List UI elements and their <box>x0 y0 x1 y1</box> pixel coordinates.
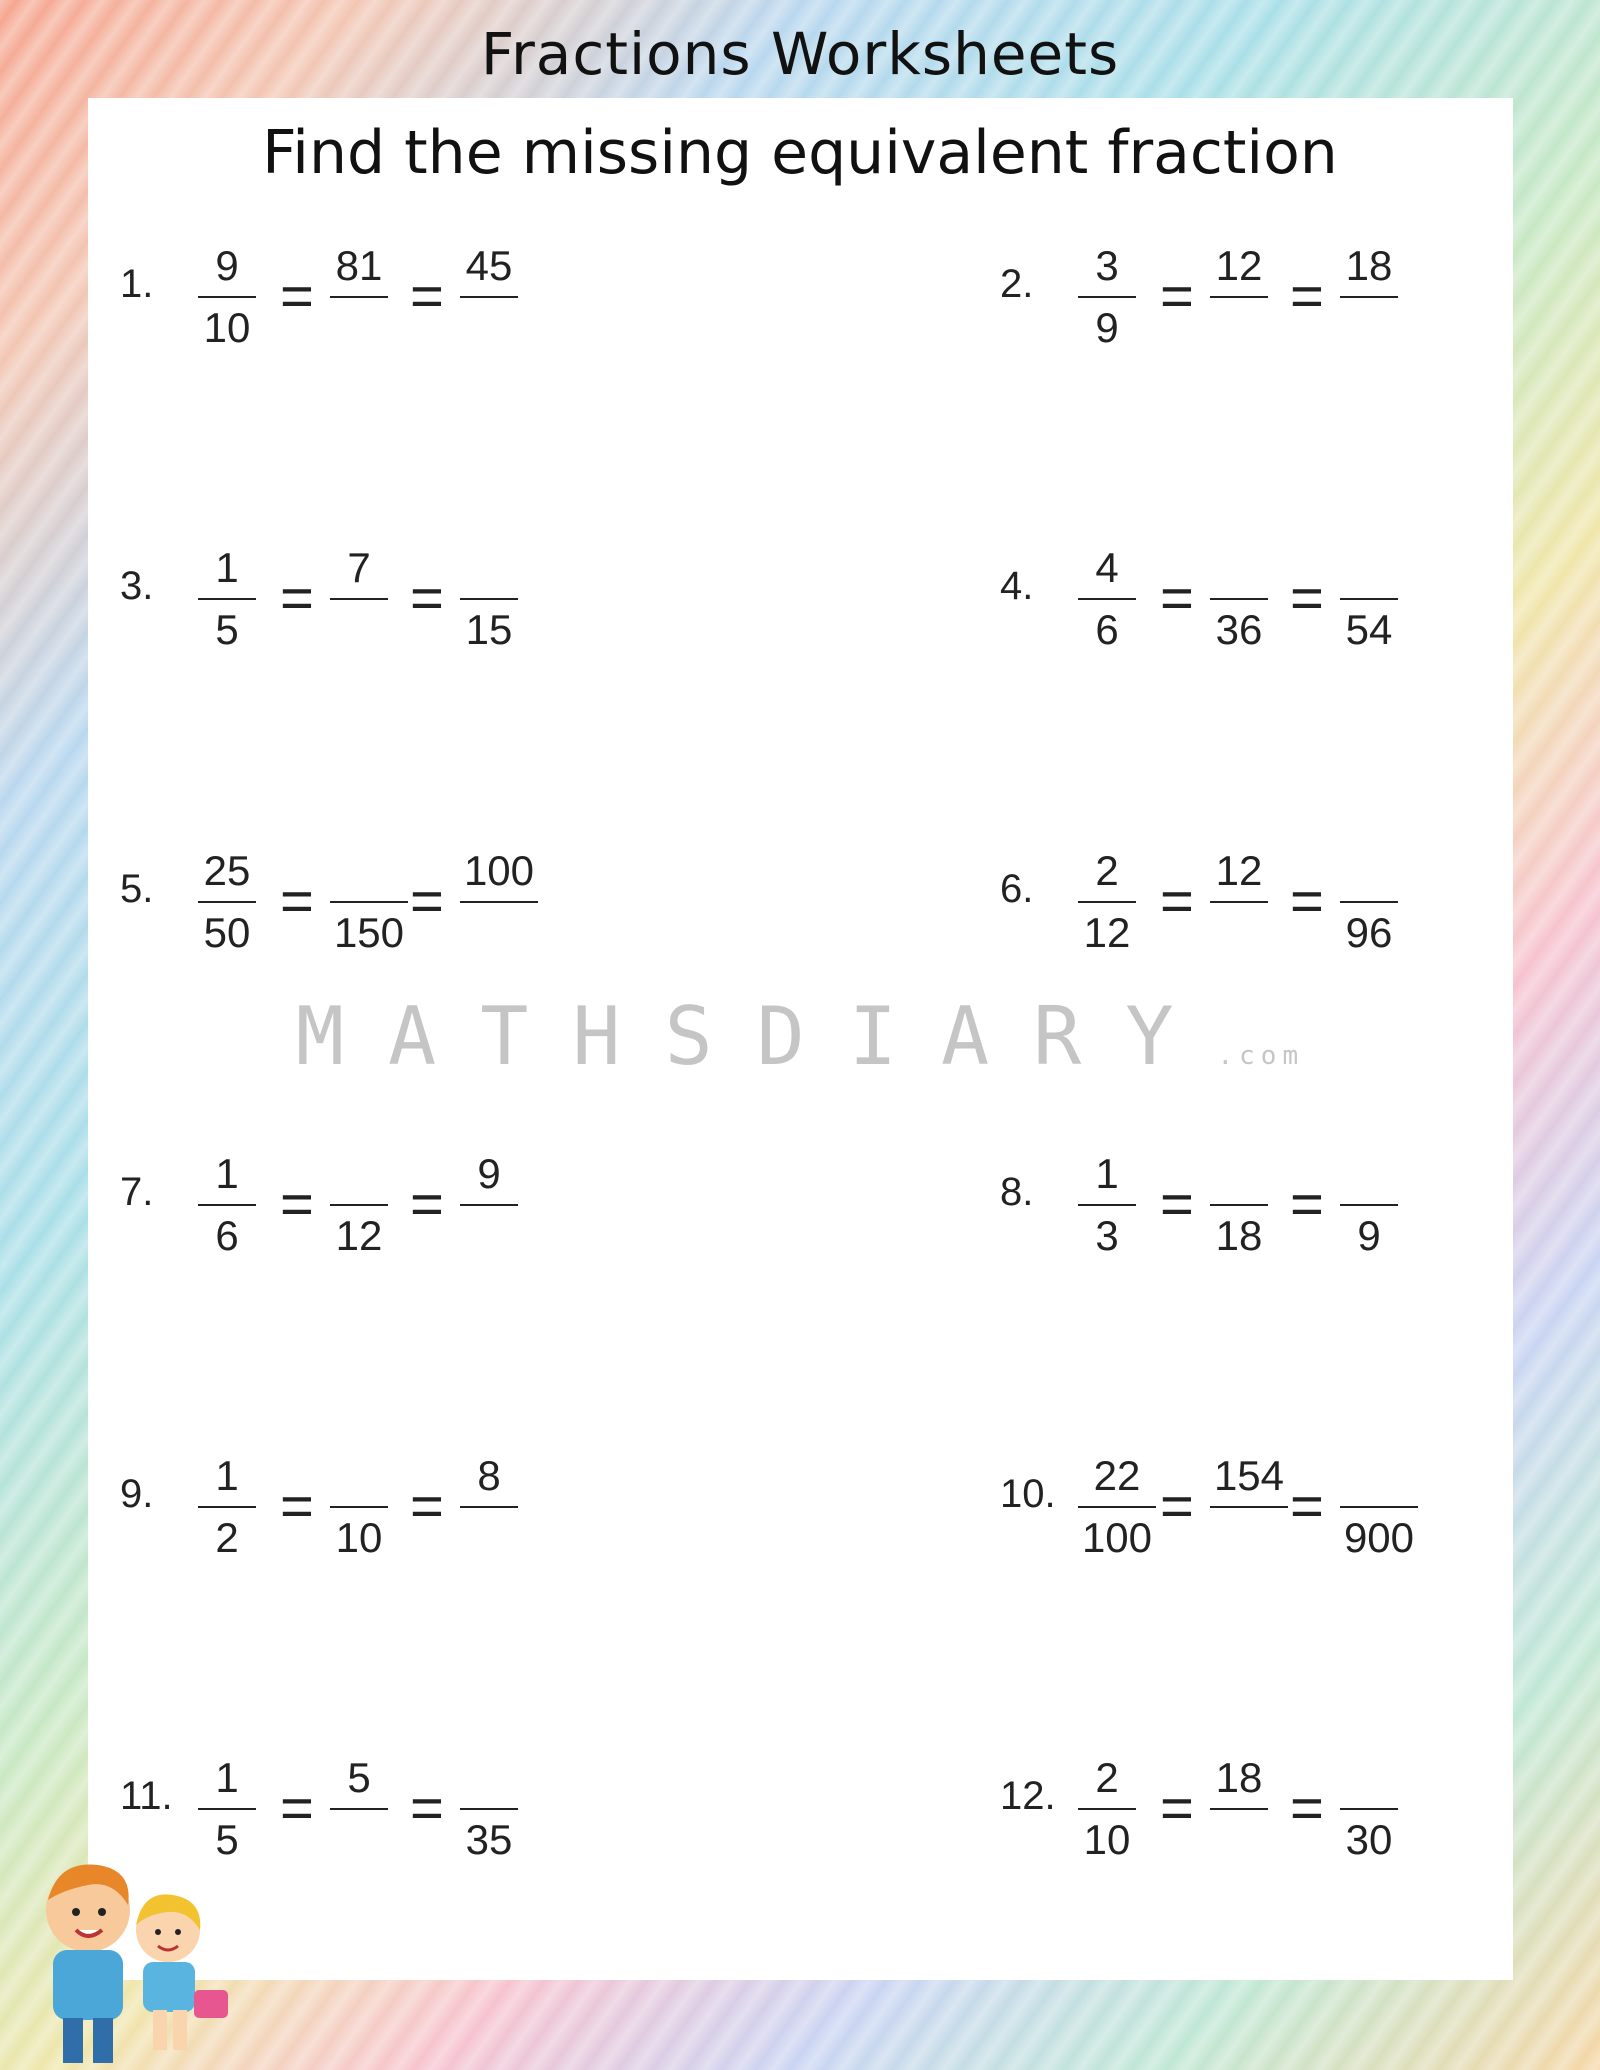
numerator: 2 <box>1095 1754 1119 1801</box>
numerator: 8 <box>477 1452 501 1499</box>
fraction-3 <box>1340 1148 1398 1262</box>
fraction-bar <box>1340 296 1398 298</box>
numerator <box>330 845 408 897</box>
problem-number: 11. <box>120 1774 173 1818</box>
fraction-bar <box>330 1506 388 1508</box>
fraction-3 <box>460 1450 518 1564</box>
fraction-2 <box>1210 1752 1268 1866</box>
fraction-3 <box>460 1752 518 1866</box>
fraction-2 <box>330 1450 388 1564</box>
equals-sign: = <box>1290 1474 1324 1539</box>
fraction-bar <box>1210 296 1268 298</box>
numerator: 12 <box>1215 242 1263 289</box>
numerator <box>1210 542 1268 594</box>
denominator <box>460 1210 518 1262</box>
problem-number: 2. <box>1000 262 1034 306</box>
fraction-3 <box>1340 1450 1418 1564</box>
equals-sign: = <box>280 264 314 329</box>
fraction-bar <box>1078 1204 1136 1206</box>
watermark <box>0 990 1600 1083</box>
denominator: 9 <box>1095 304 1119 351</box>
numerator: 3 <box>1095 242 1119 289</box>
fraction-1 <box>1078 1450 1156 1564</box>
fraction-1 <box>198 542 256 656</box>
fraction-bar <box>330 1808 388 1810</box>
fraction-3 <box>1340 542 1398 656</box>
numerator <box>1340 845 1398 897</box>
numerator: 18 <box>1345 242 1393 289</box>
denominator: 12 <box>1083 909 1131 956</box>
fraction-3 <box>460 240 518 354</box>
denominator: 96 <box>1345 909 1393 956</box>
fraction-2 <box>1210 1148 1268 1262</box>
fraction-3 <box>460 1148 518 1262</box>
numerator <box>460 1752 518 1804</box>
denominator: 50 <box>203 909 251 956</box>
problem-number: 3. <box>120 564 154 608</box>
denominator: 18 <box>1215 1212 1263 1259</box>
fraction-1 <box>1078 240 1136 354</box>
denominator <box>460 907 538 959</box>
denominator <box>330 604 388 656</box>
fraction-bar <box>1078 901 1136 903</box>
denominator: 100 <box>1081 1514 1153 1561</box>
equals-sign: = <box>1160 1474 1194 1539</box>
equals-sign: = <box>1160 1776 1194 1841</box>
problem-number: 8. <box>1000 1170 1034 1214</box>
equals-sign: = <box>1290 1172 1324 1237</box>
fraction-2 <box>330 1752 388 1866</box>
fraction-1 <box>1078 845 1136 959</box>
fraction-bar <box>1078 1506 1156 1508</box>
fraction-bar <box>1210 598 1268 600</box>
numerator: 12 <box>1215 847 1263 894</box>
equals-sign: = <box>280 1172 314 1237</box>
denominator: 36 <box>1215 606 1263 653</box>
fraction-3 <box>1340 1752 1398 1866</box>
numerator <box>1340 1450 1418 1502</box>
numerator: 4 <box>1095 544 1119 591</box>
equals-sign: = <box>410 1474 444 1539</box>
fraction-bar <box>1340 1506 1418 1508</box>
page-title: Fractions Worksheets <box>480 20 1120 88</box>
denominator <box>1340 302 1398 354</box>
equals-sign: = <box>410 264 444 329</box>
fraction-bar <box>330 901 408 903</box>
denominator <box>1210 302 1268 354</box>
denominator: 5 <box>215 1816 239 1863</box>
fraction-bar <box>1210 1506 1288 1508</box>
problem-number: 4. <box>1000 564 1034 608</box>
equals-sign: = <box>410 869 444 934</box>
fraction-bar <box>1340 1204 1398 1206</box>
fraction-1 <box>1078 1148 1136 1262</box>
denominator: 150 <box>333 909 405 956</box>
fraction-bar <box>1340 901 1398 903</box>
denominator <box>1210 1814 1268 1866</box>
denominator <box>460 1512 518 1564</box>
numerator: 1 <box>215 1754 239 1801</box>
numerator: 1 <box>1095 1150 1119 1197</box>
denominator <box>330 1814 388 1866</box>
problem-number: 9. <box>120 1472 154 1516</box>
fraction-1 <box>198 1148 256 1262</box>
fraction-2 <box>1210 542 1268 656</box>
numerator: 2 <box>1095 847 1119 894</box>
fraction-2 <box>1210 1450 1288 1564</box>
denominator: 6 <box>215 1212 239 1259</box>
fraction-bar <box>460 1808 518 1810</box>
watermark-text: MATHSDIARY <box>295 990 1218 1083</box>
numerator: 5 <box>347 1754 371 1801</box>
equals-sign: = <box>1290 869 1324 934</box>
numerator: 18 <box>1215 1754 1263 1801</box>
fraction-bar <box>330 1204 388 1206</box>
fraction-3 <box>460 845 538 959</box>
problem-number: 7. <box>120 1170 154 1214</box>
equals-sign: = <box>280 566 314 631</box>
fraction-3 <box>460 542 518 656</box>
denominator: 900 <box>1343 1514 1415 1561</box>
numerator: 25 <box>203 847 251 894</box>
fraction-bar <box>198 1808 256 1810</box>
denominator <box>460 302 518 354</box>
numerator <box>1340 1752 1398 1804</box>
fraction-bar <box>1340 1808 1398 1810</box>
numerator <box>330 1148 388 1200</box>
fraction-bar <box>460 1204 518 1206</box>
fraction-bar <box>198 901 256 903</box>
numerator: 100 <box>463 847 535 894</box>
denominator: 5 <box>215 606 239 653</box>
denominator: 35 <box>465 1816 513 1863</box>
numerator <box>1340 1148 1398 1200</box>
equals-sign: = <box>410 1172 444 1237</box>
numerator: 1 <box>215 1452 239 1499</box>
fraction-bar <box>198 598 256 600</box>
numerator: 9 <box>215 242 239 289</box>
denominator: 10 <box>1083 1816 1131 1863</box>
numerator: 1 <box>215 544 239 591</box>
denominator <box>330 302 388 354</box>
numerator: 9 <box>477 1150 501 1197</box>
equals-sign: = <box>280 869 314 934</box>
equals-sign: = <box>410 566 444 631</box>
equals-sign: = <box>280 1776 314 1841</box>
numerator <box>1210 1148 1268 1200</box>
numerator: 81 <box>335 242 383 289</box>
fraction-2 <box>330 845 408 959</box>
numerator: 45 <box>465 242 513 289</box>
denominator: 2 <box>215 1514 239 1561</box>
fraction-1 <box>198 845 256 959</box>
fraction-3 <box>1340 240 1398 354</box>
fraction-bar <box>330 296 388 298</box>
denominator: 15 <box>465 606 513 653</box>
fraction-1 <box>1078 542 1136 656</box>
fraction-bar <box>460 1506 518 1508</box>
fraction-bar <box>1340 598 1398 600</box>
equals-sign: = <box>1160 1172 1194 1237</box>
problem-number: 10. <box>1000 1472 1056 1516</box>
equals-sign: = <box>280 1474 314 1539</box>
numerator <box>460 542 518 594</box>
denominator: 54 <box>1345 606 1393 653</box>
fraction-bar <box>198 296 256 298</box>
equals-sign: = <box>1160 869 1194 934</box>
denominator <box>1210 907 1268 959</box>
fraction-2 <box>330 1148 388 1262</box>
equals-sign: = <box>1290 566 1324 631</box>
fraction-bar <box>1078 598 1136 600</box>
instructions-heading: Find the missing equivalent fraction <box>262 118 1338 188</box>
fraction-bar <box>198 1506 256 1508</box>
equals-sign: = <box>1160 264 1194 329</box>
problem-number: 6. <box>1000 867 1034 911</box>
fraction-bar <box>330 598 388 600</box>
problem-number: 5. <box>120 867 154 911</box>
numerator: 154 <box>1213 1452 1285 1499</box>
equals-sign: = <box>1160 566 1194 631</box>
numerator: 22 <box>1093 1452 1141 1499</box>
equals-sign: = <box>410 1776 444 1841</box>
denominator: 30 <box>1345 1816 1393 1863</box>
denominator: 6 <box>1095 606 1119 653</box>
children-illustration <box>18 1840 238 2070</box>
denominator <box>1210 1512 1288 1564</box>
denominator: 10 <box>335 1514 383 1561</box>
numerator: 7 <box>347 544 371 591</box>
fraction-bar <box>198 1204 256 1206</box>
fraction-2 <box>1210 240 1268 354</box>
fraction-bar <box>1210 1808 1268 1810</box>
equals-sign: = <box>1290 1776 1324 1841</box>
fraction-bar <box>1078 296 1136 298</box>
problem-number: 1. <box>120 262 154 306</box>
fraction-2 <box>330 240 388 354</box>
fraction-bar <box>460 901 538 903</box>
watermark-domain: .com <box>1217 1041 1305 1071</box>
fraction-bar <box>1210 1204 1268 1206</box>
fraction-bar <box>1210 901 1268 903</box>
fraction-bar <box>1078 1808 1136 1810</box>
denominator: 9 <box>1357 1212 1381 1259</box>
numerator <box>1340 542 1398 594</box>
fraction-1 <box>198 1450 256 1564</box>
fraction-1 <box>198 240 256 354</box>
problem-number: 12. <box>1000 1774 1056 1818</box>
fraction-bar <box>460 598 518 600</box>
numerator <box>330 1450 388 1502</box>
fraction-1 <box>1078 1752 1136 1866</box>
fraction-2 <box>1210 845 1268 959</box>
equals-sign: = <box>1290 264 1324 329</box>
fraction-3 <box>1340 845 1398 959</box>
denominator: 10 <box>203 304 251 351</box>
fraction-2 <box>330 542 388 656</box>
numerator: 1 <box>215 1150 239 1197</box>
denominator: 12 <box>335 1212 383 1259</box>
fraction-bar <box>460 296 518 298</box>
denominator: 3 <box>1095 1212 1119 1259</box>
